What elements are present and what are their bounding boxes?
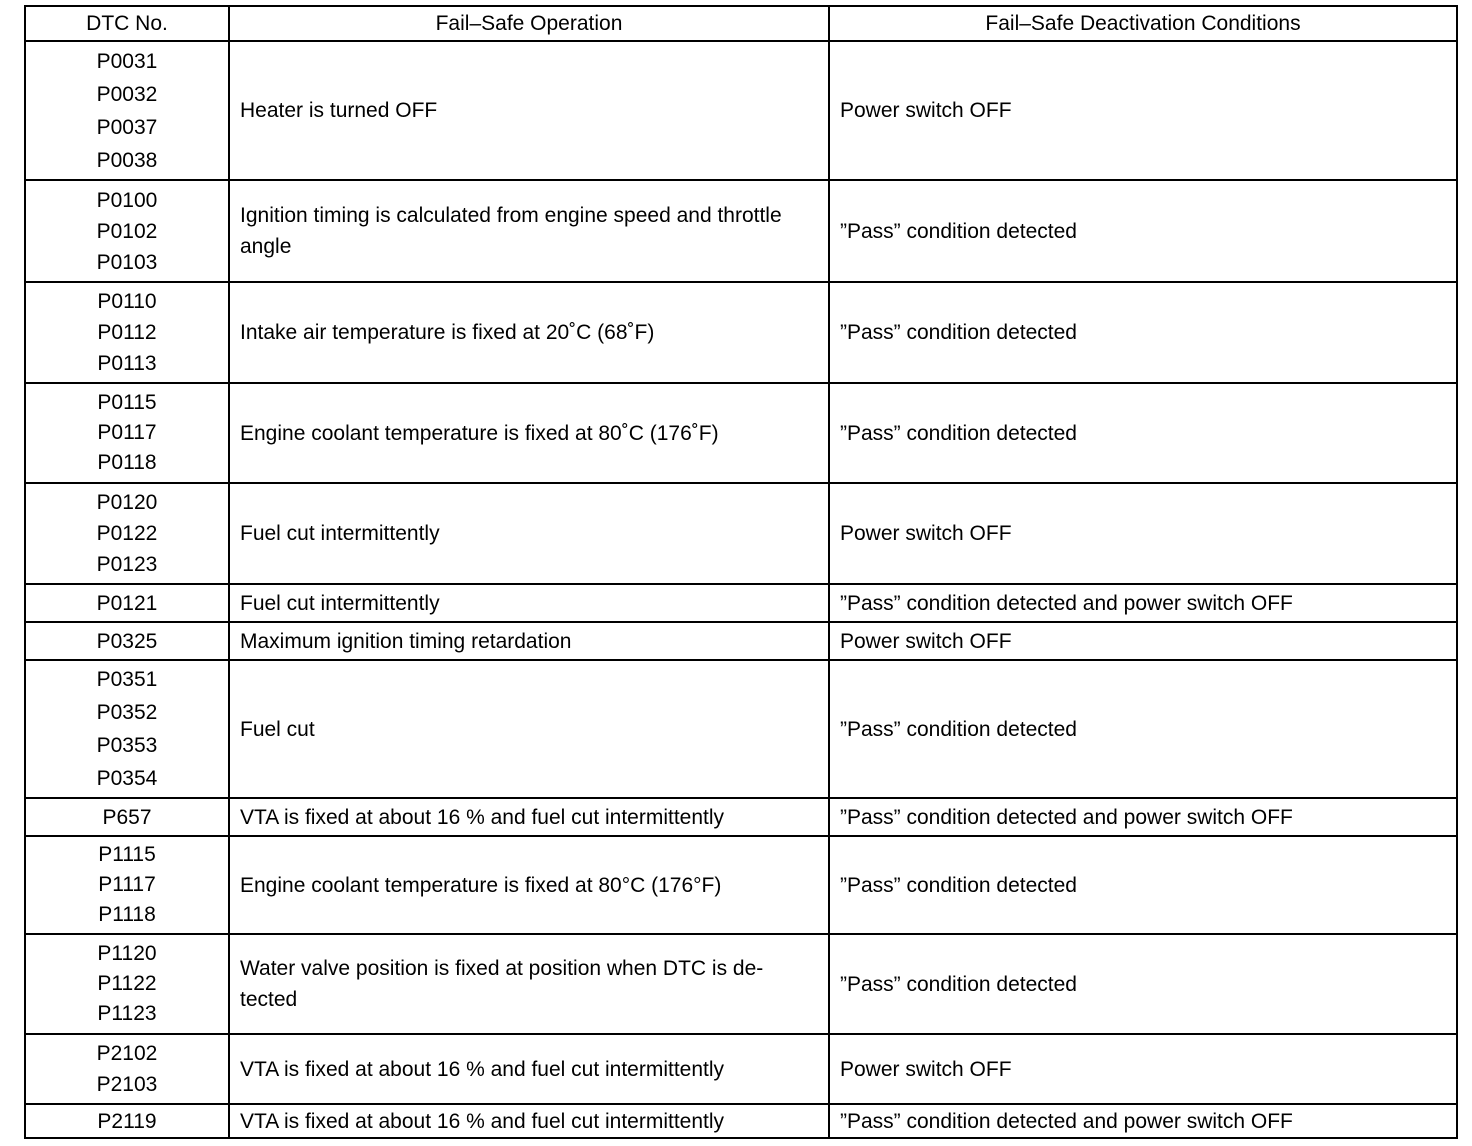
dtc-code: P1122 xyxy=(97,972,157,995)
deactivation-cell: ”Pass” condition detected xyxy=(829,383,1457,483)
dtc-code: P0353 xyxy=(96,734,158,757)
dtc-cell xyxy=(25,180,229,282)
dtc-code: P1118 xyxy=(98,903,156,926)
dtc-cell xyxy=(25,1104,229,1138)
dtc-code: P0351 xyxy=(96,668,158,691)
deactivation-cell: ”Pass” condition detected and power switch OFF xyxy=(829,798,1457,836)
table-row xyxy=(25,584,1457,622)
dtc-code: P0103 xyxy=(96,250,158,274)
dtc-code: P0122 xyxy=(96,522,158,545)
deactivation-cell: Power switch OFF xyxy=(829,41,1457,180)
operation-cell: Engine coolant temperature is fixed at 80˚C (176˚F) xyxy=(229,383,829,483)
operation-cell: VTA is fixed at about 16 % and fuel cut intermittently xyxy=(229,1104,829,1138)
dtc-cell xyxy=(25,483,229,584)
dtc-cell xyxy=(25,584,229,622)
deactivation-cell: ”Pass” condition detected xyxy=(829,836,1457,934)
operation-cell: Intake air temperature is fixed at 20˚C (68˚F) xyxy=(229,282,829,383)
deactivation-cell: ”Pass” condition detected and power switch OFF xyxy=(829,1104,1457,1138)
dtc-code: P0325 xyxy=(96,629,158,653)
operation-cell: VTA is fixed at about 16 % and fuel cut intermittently xyxy=(229,1034,829,1104)
table-row xyxy=(25,383,1457,483)
dtc-code: P1117 xyxy=(98,873,156,896)
table-header-row xyxy=(25,6,1457,41)
deactivation-cell: ”Pass” condition detected and power switch OFF xyxy=(829,584,1457,622)
table-row xyxy=(25,483,1457,584)
dtc-code: P0110 xyxy=(97,290,157,313)
operation-cell: Ignition timing is calculated from engine speed and throttle angle xyxy=(229,180,829,282)
table-row xyxy=(25,934,1457,1034)
dtc-cell xyxy=(25,282,229,383)
deactivation-cell: Power switch OFF xyxy=(829,622,1457,660)
deactivation-cell: ”Pass” condition detected xyxy=(829,934,1457,1034)
table-row xyxy=(25,660,1457,798)
operation-cell: Fuel cut intermittently xyxy=(229,584,829,622)
dtc-code: P0031 xyxy=(96,49,158,73)
table-row xyxy=(25,180,1457,282)
table-row xyxy=(25,1104,1457,1138)
dtc-code: P0038 xyxy=(96,148,158,172)
operation-cell: Heater is turned OFF xyxy=(229,41,829,180)
dtc-code: P0113 xyxy=(97,352,157,375)
deactivation-cell: ”Pass” condition detected xyxy=(829,282,1457,383)
table-row xyxy=(25,41,1457,180)
table-row xyxy=(25,836,1457,934)
dtc-code: P0100 xyxy=(96,188,158,212)
dtc-cell xyxy=(25,798,229,836)
dtc-code: P0118 xyxy=(97,451,157,474)
dtc-code: P0037 xyxy=(96,115,158,139)
dtc-code: P2103 xyxy=(96,1073,158,1096)
deactivation-cell: Power switch OFF xyxy=(829,483,1457,584)
dtc-code: P0120 xyxy=(96,491,158,514)
dtc-code: P0115 xyxy=(97,391,157,414)
dtc-code: P0117 xyxy=(97,421,157,444)
operation-cell: Fuel cut intermittently xyxy=(229,483,829,584)
dtc-code: P1120 xyxy=(97,942,157,965)
deactivation-cell: Power switch OFF xyxy=(829,1034,1457,1104)
dtc-cell xyxy=(25,660,229,798)
operation-cell: Fuel cut xyxy=(229,660,829,798)
operation-cell: Engine coolant temperature is fixed at 80°C (176°F) xyxy=(229,836,829,934)
dtc-code: P1115 xyxy=(98,843,156,866)
header-fail-safe-operation: Fail–Safe Operation xyxy=(229,6,829,41)
dtc-cell xyxy=(25,934,229,1034)
dtc-code: P1123 xyxy=(97,1002,157,1025)
dtc-code: P0354 xyxy=(96,767,158,790)
operation-cell: VTA is fixed at about 16 % and fuel cut intermittently xyxy=(229,798,829,836)
table-row xyxy=(25,798,1457,836)
dtc-code: P0112 xyxy=(97,321,157,344)
header-dtc-no: DTC No. xyxy=(25,6,229,41)
dtc-cell xyxy=(25,1034,229,1104)
dtc-code: P0123 xyxy=(96,553,158,576)
operation-cell: Maximum ignition timing retardation xyxy=(229,622,829,660)
dtc-cell xyxy=(25,622,229,660)
failsafe-table xyxy=(24,5,1458,1139)
dtc-cell xyxy=(25,41,229,180)
dtc-code: P657 xyxy=(102,805,152,829)
table-row xyxy=(25,622,1457,660)
operation-cell: Water valve position is fixed at position when DTC is de-tected xyxy=(229,934,829,1034)
header-deactivation-conditions: Fail–Safe Deactivation Conditions xyxy=(829,6,1457,41)
table-row xyxy=(25,1034,1457,1104)
deactivation-cell: ”Pass” condition detected xyxy=(829,660,1457,798)
dtc-cell xyxy=(25,836,229,934)
table-row xyxy=(25,282,1457,383)
dtc-code: P0032 xyxy=(96,82,158,106)
dtc-code: P0102 xyxy=(96,219,158,243)
dtc-cell xyxy=(25,383,229,483)
dtc-code: P2119 xyxy=(97,1109,157,1133)
dtc-code: P0352 xyxy=(96,701,158,724)
dtc-code: P0121 xyxy=(96,591,158,615)
dtc-code: P2102 xyxy=(96,1042,158,1065)
deactivation-cell: ”Pass” condition detected xyxy=(829,180,1457,282)
